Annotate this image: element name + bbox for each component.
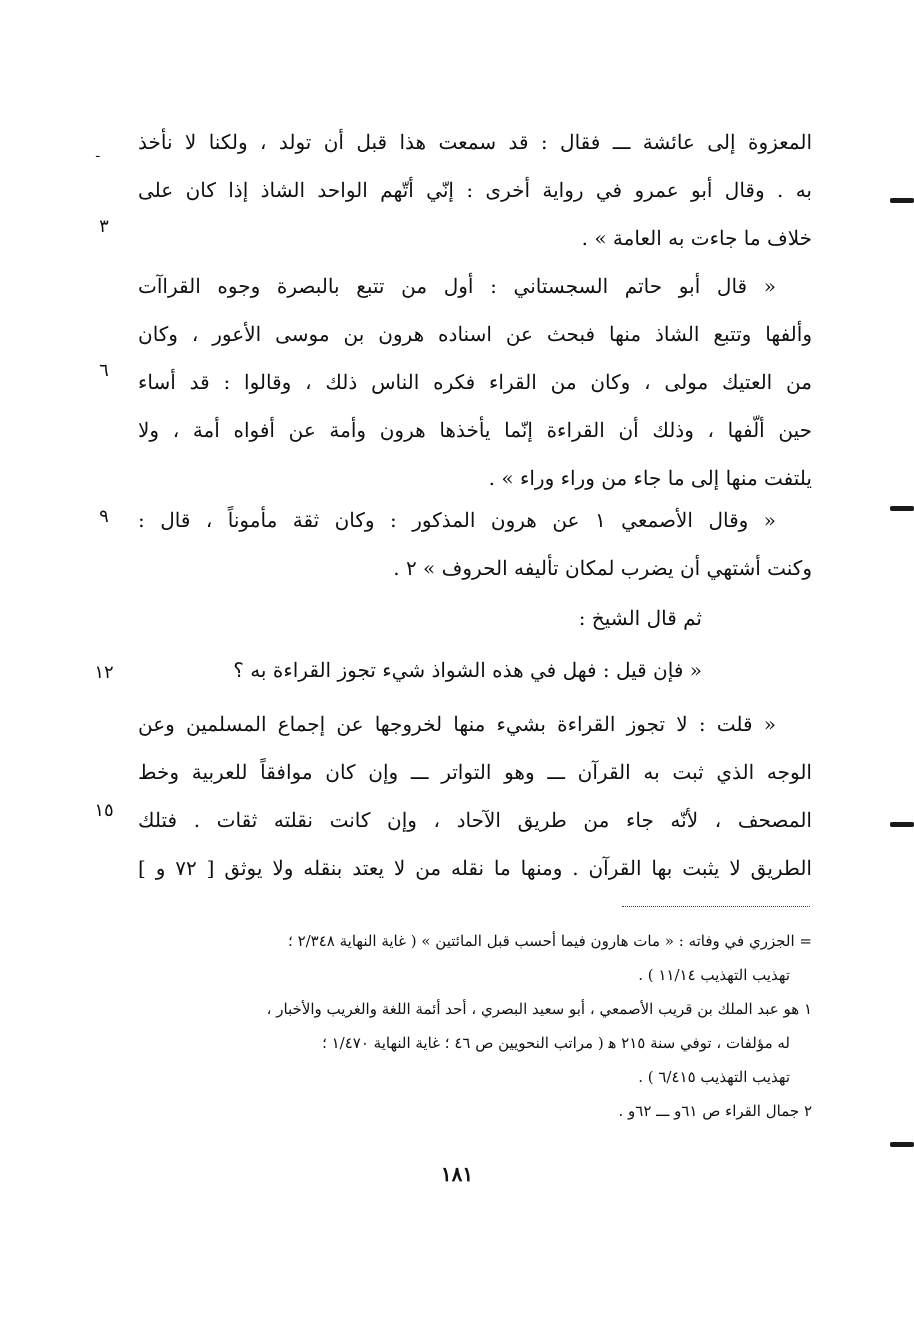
body-line-15: المصحف ، لأنّه جاء من طريق الآحاد ، وإن كانت نقلته ثقات . فتلك: [138, 808, 812, 832]
paragraph-5: [138, 646, 812, 694]
line-number-9: ٩: [99, 506, 109, 527]
body-line-12: « فإن قيل : فهل في هذه الشواذ شيء تجوز القراءة به ؟: [233, 658, 702, 682]
body-line-7: حين ألّفها ، وذلك أن القراءة إنّما يأخذها هرون وأمة عن أفواه أمة ، ولا: [138, 418, 812, 442]
body-line-3: خلاف ما جاءت به العامة » .: [581, 226, 812, 250]
footnote-line: تهذيب التهذيب ١١/١٤ ) .: [638, 966, 790, 984]
body-line-13: « قلت : لا تجوز القراءة بشيء منها لخروجها عن إجماع المسلمين وعن: [138, 712, 776, 736]
footnote-line: ١ هو عبد الملك بن قريب الأصمعي ، أبو سعيد البصري ، أحد أئمة اللغة والغريب والأخبار ،: [266, 1000, 812, 1018]
body-line-2: به . وقال أبو عمرو في رواية أخرى : إنّي أتّهم الواحد الشاذ إذا كان على: [138, 178, 812, 202]
paragraph-2: [138, 262, 812, 502]
body-line-4: « قال أبو حاتم السجستاني : أول من تتبع بالبصرة وجوه القراآت: [138, 274, 776, 298]
paragraph-6: [138, 700, 812, 892]
paragraph-1: [138, 118, 812, 262]
body-line-11: ثم قال الشيخ :: [578, 606, 702, 630]
line-number-15: ١٥: [94, 800, 114, 821]
body-line-16: الطريق لا يثبت بها القرآن . ومنها ما نقله من لا يعتد بنقله ولا يوثق [ ٧٢ و ]: [138, 856, 812, 880]
body-line-1: المعزوة إلى عائشة ـــ فقال : قد سمعت هذا قبل أن تولد ، ولكنا لا نأخذ: [138, 130, 812, 154]
body-line-8: يلتفت منها إلى ما جاء من وراء وراء » .: [488, 466, 812, 490]
top-margin-mark: ـ: [96, 146, 100, 160]
body-line-6: من العتيك مولى ، وكان من القراء فكره الناس ذلك ، وقالوا : قد أساء: [138, 370, 812, 394]
scan-edge-mark: [890, 1142, 914, 1147]
scan-edge-mark: [890, 198, 914, 203]
scan-edge-mark: [890, 822, 914, 827]
line-number-3: ٣: [99, 216, 109, 237]
page-number: ١٨١: [440, 1162, 474, 1186]
footnote-line: تهذيب التهذيب ٦/٤١٥ ) .: [638, 1068, 790, 1086]
body-line-14: الوجه الذي ثبت به القرآن ـــ وهو التواتر ـــ وإن كان موافقاً للعربية وخط: [138, 760, 812, 784]
line-number-6: ٦: [99, 360, 109, 381]
line-number-12: ١٢: [94, 662, 114, 683]
footnote-separator: [622, 906, 810, 907]
body-line-5: وألفها وتتبع الشاذ منها فبحث عن اسناده هرون بن موسى الأعور ، وكان: [138, 322, 812, 346]
body-line-9: « وقال الأصمعي ١ عن هرون المذكور : وكان ثقة مأموناً ، قال :: [138, 508, 776, 532]
scan-edge-mark: [890, 506, 914, 511]
footnotes: [138, 924, 812, 1128]
paragraph-4: [138, 594, 812, 642]
footnote-line: له مؤلفات ، توفي سنة ٢١٥ ﻫ ( مراتب النحويين ص ٤٦ ؛ غاية النهاية ١/٤٧٠ ؛: [322, 1034, 790, 1052]
footnote-line: = الجزري في وفاته : « مات هارون فيما أحسب قبل المائتين » ( غاية النهاية ٢/٣٤٨ ؛: [288, 932, 812, 950]
body-line-10: وكنت أشتهي أن يضرب لمكان تأليفه الحروف » ٢ .: [393, 556, 812, 580]
footnote-line: ٢ جمال القراء ص ٦١و ـــ ٦٢و .: [618, 1102, 812, 1120]
paragraph-3: [138, 496, 812, 592]
